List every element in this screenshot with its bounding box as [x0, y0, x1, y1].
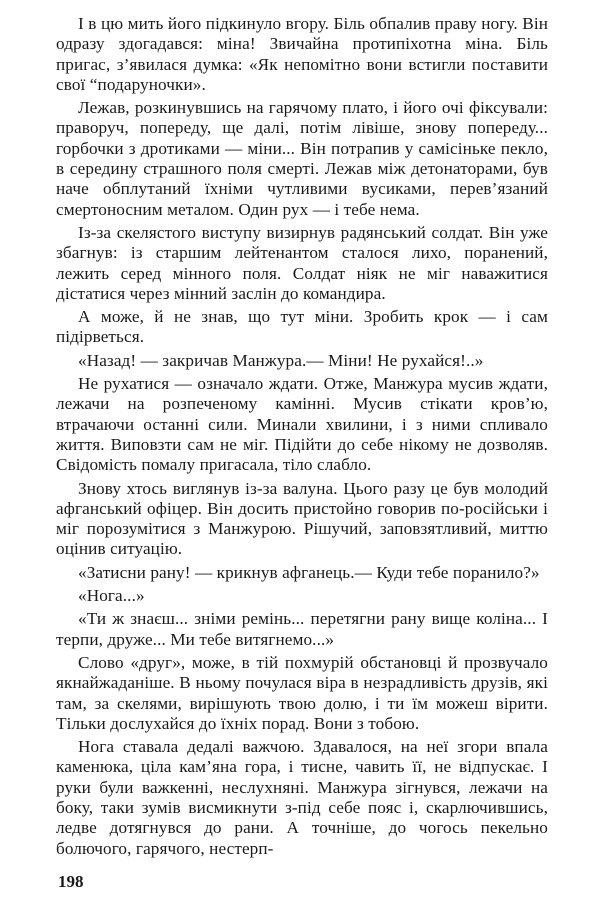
paragraph-5: «Назад! — закричав Манжура.— Міни! Не рухайся!..»	[78, 350, 484, 370]
paragraph-9: «Нога...»	[78, 586, 145, 606]
paragraph-2: Лежав, розкинувшись на гарячому плато, і його очі фіксували: праворуч, попереду, ще далі, потім лівіше, знову попереду... горбочки з дротиками — міни... Він потрапив у самісіньке пекло, в середину страшного поля смерті. Лежав між детонаторами, був наче обплутаний їхніми чутливими вусиками, перев’язаний смертоносним металом. Один рух — і тебе нема.	[56, 98, 548, 219]
paragraph-10: «Ти ж знаєш... зніми ремінь... перетягни рану вище коліна... І терпи, друже... Ми тебе витягнемо...»	[56, 609, 548, 649]
paragraph-1: І в цю мить його підкинуло вгору. Біль обпалив праву ногу. Він одразу здогадався: міна! Звичайна протипіхотна міна. Біль пригас, з’явилася думка: «Як непомітно вони встигли поставити свої “подаруночки».	[56, 14, 548, 94]
page-number: 198	[58, 872, 84, 891]
paragraph-8: «Затисни рану! — крикнув афганець.— Куди тебе поранило?»	[78, 562, 540, 582]
paragraph-12: Нога ставала дедалі важчою. Здавалося, на неї згори впала каменюка, ціла кам’яна гора, і тисне, чавить її, не відпускає. І руки були важкенні, неслухняні. Манжура зігнувся, лежачи на боку, таки зумів висмикнути з-під себе пояс і, скарлючившись, ледве дотягнувся до рани. А точніше, до чогось пекельно болючого, гарячого, нестерп-	[56, 737, 548, 858]
paragraph-6: Не рухатися — означало ждати. Отже, Манжура мусив ждати, лежачи на розпеченому камінні. Мусив стікати кров’ю, втрачаючи останні сили. Минали хвилини, і з ними спливало життя. Виповзти сам не міг. Підійти до себе нікому не дозволяв. Свідомість помалу пригасала, тіло слабло.	[56, 374, 548, 475]
paragraph-7: Знову хтось виглянув із-за валуна. Цього разу це був молодий афганський офіцер. Він досить пристойно говорив по-російськи і міг порозумітися з Манжурою. Рішучий, заповзятливий, миттю оцінив ситуацію.	[56, 478, 548, 559]
paragraph-4: А може, й не знав, що тут міни. Зробить крок — і сам підірветься.	[56, 307, 548, 347]
paragraph-11: Слово «друг», може, в тій похмурій обстановці й прозвучало якнайжаданіше. В ньому почулася віра в незрадливість друзів, які там, за скелями, вирішують твою долю, і ти їм можеш вірити. Тільки дослухайся до їхніх порад. Вони з тобою.	[56, 652, 548, 733]
paragraph-3: Із-за скелястого виступу визирнув радянський солдат. Він уже збагнув: із старшим лейтенантом сталося лихо, поранений, лежить серед мінного поля. Солдат ніяк не міг наважитися дістатися через мінний заслін до командира.	[56, 222, 548, 303]
page-text	[56, 14, 548, 862]
